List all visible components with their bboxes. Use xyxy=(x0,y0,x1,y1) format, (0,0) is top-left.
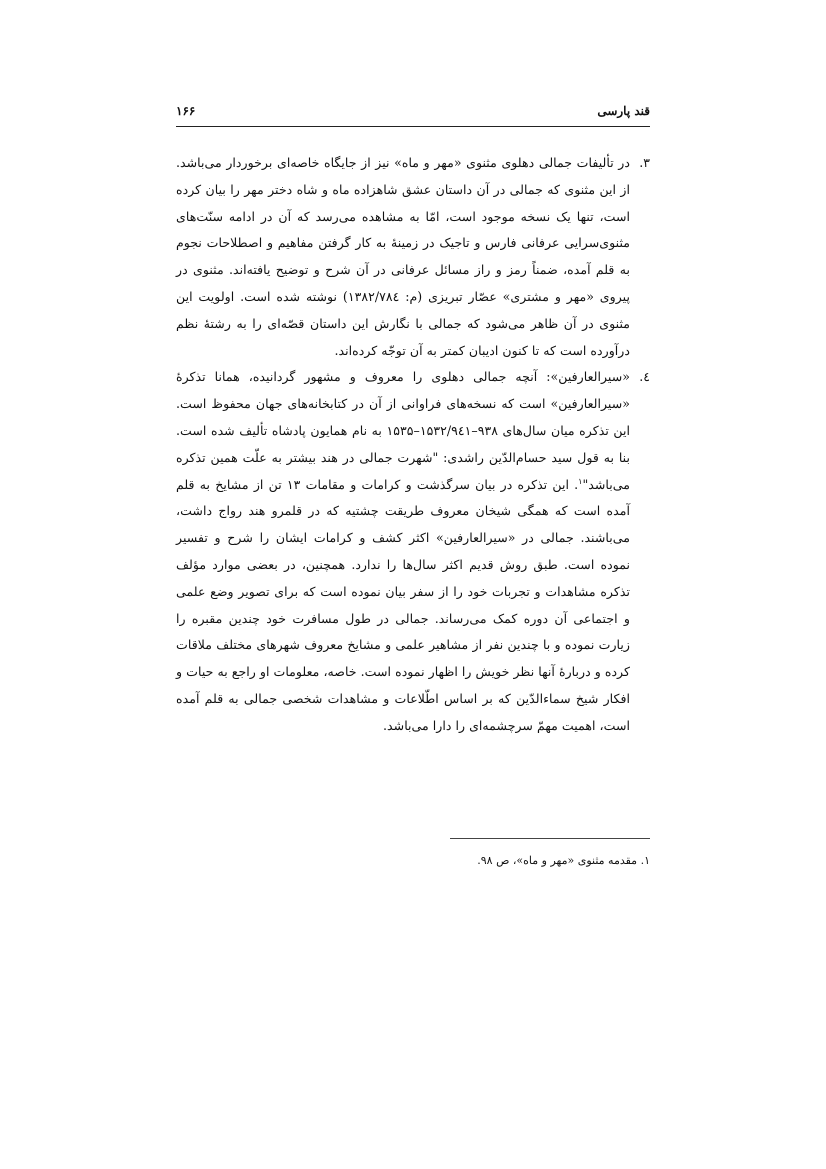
main-text xyxy=(176,150,650,740)
list-item-3 xyxy=(176,150,650,364)
item-text: در تألیفات جمالی دهلوی مثنوی «مهر و ماه» نیز از جایگاه خاصه‌ای برخوردار می‌باشد. از این مثنوی که جمالی در آن داستان عشق شاهزاده ماه و شاه دختر مهر را بیان کرده است، تنها یک نسخه موجود است، امّا به مشاهده می‌رسد که آن در ادامه سنّت‌های مثنوی‌سرایی عرفانی فارس و تاجیک در زمینهٔ به کار گرفتن مفاهیم و اصطلاحات نجوم به قلم آمده، ضمناً رمز و راز مسائل عرفانی در آن شرح و توضیح یافته‌اند. مثنوی در پیروی «مهر و مشتری» عصّار تبریزی (م: ۱۳۸۲/۷۸٤) نوشته شده است. اولویت این مثنوی در آن ظاهر می‌شود که جمالی با نگارش این داستان قصّه‌ای را به رشتهٔ نظم درآورده است که تا کنون ادیبان کمتر به آن توجّه کرده‌اند. xyxy=(176,155,630,358)
page-number: ۱۶۶ xyxy=(176,104,196,118)
header-divider xyxy=(176,126,650,127)
item-text-part-1: «سیرالعارفین»: آنچه جمالی دهلوی را معروف و مشهور گردانیده، همانا تذکرهٔ «سیرالعارفین» است که نسخه‌های فراوانی از آن در کتابخانه‌های جهان محفوظ است. این تذکره میان سال‌های ۹۳۸–۱۵۳۲/۹٤۱–۱۵۳۵ به نام همایون پادشاه تألیف شده است. بنا به قول سید حسام‌الدّین راشدی: "شهرت جمالی در هند بیشتر به علّت همین تذکره می‌باشد" xyxy=(176,369,631,492)
list-item-4 xyxy=(176,364,650,739)
page-header xyxy=(176,104,650,126)
footnote: ۱. مقدمه مثنوی «مهر و ماه»، ص ۹۸. xyxy=(477,854,650,867)
item-number: ۳. xyxy=(639,155,650,170)
item-number: ٤. xyxy=(639,369,650,385)
footnote-divider xyxy=(450,838,650,839)
footnote-reference[interactable]: ۱ xyxy=(578,476,583,486)
item-text-part-2: . این تذکره در بیان سرگذشت و کرامات و مقامات ۱۳ تن از مشایخ به قلم آمده است که همگی شیخان معروف طریقت چشتیه که در قلمرو هند رواج داشت، می‌باشند. جمالی در «سیرالعارفین» اکثر کشف و کرامات ایشان را شرح و تفسیر نموده است. طبق روش قدیم اکثر سال‌ها را ندارد. همچنین، در بعضی موارد مؤلف تذکره مشاهدات و تجربات خود را از سفر بیان نموده است که برای تصویر وضع علمی و اجتماعی آن دوره کمک می‌رساند. جمالی در طول مسافرت خود چندین مقبره را زیارت نموده و با چندین نفر از مشاهیر علمی و مشایخ معروف شهرهای مختلف ملاقات کرده و دربارهٔ آنها نظر خویش را اظهار نموده است. خاصه، معلومات او راجع به حیات و افکار شیخ سماءالدّین که بر اساس اطّلاعات و مشاهدات شخصی جمالی به قلم آمده است، اهمیت مهمّ سرچشمه‌ای را دارا می‌باشد. xyxy=(176,476,630,733)
journal-title: قند پارسی xyxy=(597,104,650,118)
